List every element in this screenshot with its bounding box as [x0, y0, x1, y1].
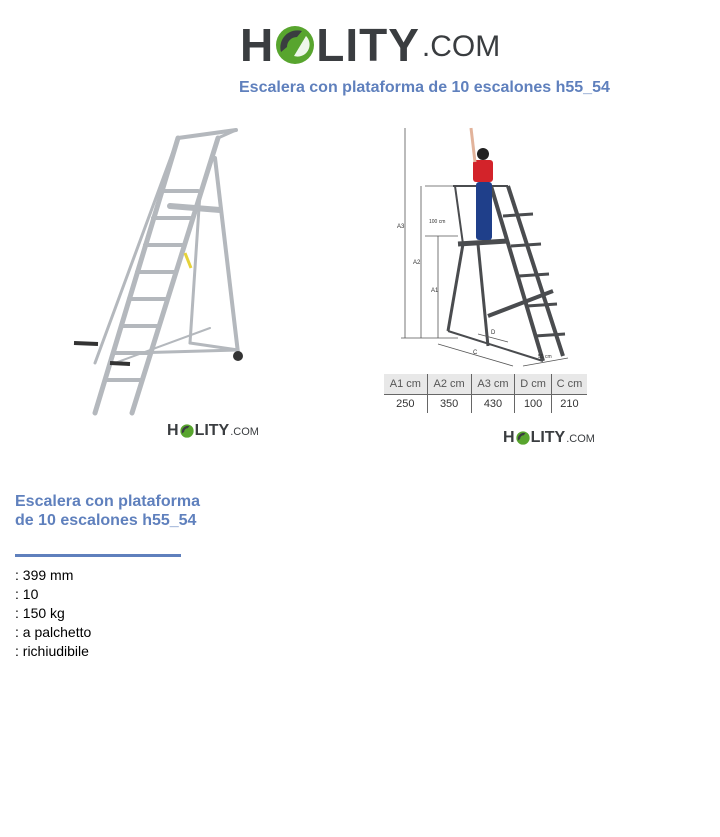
dim-value-a1: 250	[384, 395, 427, 414]
dim-header-a2: A2 cm	[427, 374, 471, 395]
spec-item-type: : a palchetto	[15, 624, 92, 640]
dim-header-a3: A3 cm	[471, 374, 515, 395]
dimensions-table	[384, 374, 587, 413]
logo-o-icon	[180, 424, 194, 438]
logo-letters-lity: LITY	[316, 19, 420, 71]
page-title: Escalera con plataforma de 10 escalones h55_54	[239, 79, 610, 96]
logo-letter-h: H	[503, 429, 515, 446]
dim-label-a2: A2	[413, 260, 421, 266]
product-heading: Escalera con plataforma de 10 escalones h55_54	[15, 493, 200, 529]
logo-suffix: .COM	[421, 30, 501, 63]
dim-value-a2: 350	[427, 395, 471, 414]
logo-letters-lity: LITY	[530, 429, 566, 446]
dim-header-d: D cm	[515, 374, 551, 395]
product-diagram[interactable]	[383, 116, 593, 416]
dim-label-a3: A3	[397, 224, 405, 230]
spec-list	[15, 566, 91, 661]
spec-item-steps: : 10	[15, 586, 39, 602]
spec-item-folding: : richiudibile	[15, 643, 89, 659]
dim-value-d: 100	[515, 395, 551, 414]
logo-letter-h: H	[167, 422, 179, 439]
dim-label-a1: A1	[431, 288, 439, 294]
product-image-ladder[interactable]	[60, 118, 260, 418]
logo-suffix: .COM	[566, 433, 595, 445]
dim-header-c: C cm	[551, 374, 587, 395]
table-row	[384, 374, 587, 395]
dim-label-100: 100 cm	[429, 219, 446, 225]
heading-divider	[15, 554, 181, 557]
dim-value-c: 210	[551, 395, 587, 414]
dim-label-d: D	[491, 330, 496, 336]
spec-item-size: : 399 mm	[15, 567, 74, 583]
logo-o-icon	[516, 431, 530, 445]
dim-header-a1: A1 cm	[384, 374, 427, 395]
brand-logo-small	[503, 430, 595, 446]
dim-label-c: C	[473, 350, 478, 356]
logo-suffix: .COM	[230, 426, 259, 438]
logo-o-icon	[275, 25, 315, 65]
logo-letters-lity: LITY	[194, 422, 230, 439]
dim-label-55: 55 cm	[538, 354, 552, 360]
spec-item-load: : 150 kg	[15, 605, 65, 621]
logo-letter-h: H	[240, 19, 275, 71]
brand-logo-small	[167, 423, 259, 439]
table-row	[384, 395, 587, 414]
brand-logo[interactable]	[240, 12, 501, 71]
dim-value-a3: 430	[471, 395, 515, 414]
